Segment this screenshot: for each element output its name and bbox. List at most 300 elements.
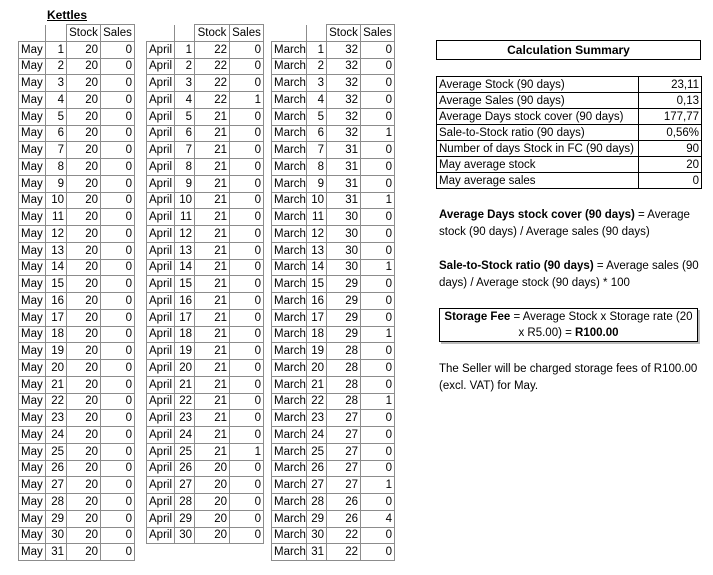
day-cell: 18 [46, 326, 67, 343]
sales-cell: 1 [361, 393, 395, 410]
table-row [19, 175, 135, 192]
stock-cell: 20 [67, 544, 101, 561]
month-cell: March [272, 259, 307, 276]
day-cell: 22 [175, 393, 195, 410]
table-row [272, 343, 395, 360]
sales-cell: 0 [101, 125, 135, 142]
month-cell: April [147, 192, 175, 209]
day-cell: 24 [307, 427, 327, 444]
day-cell: 1 [175, 41, 195, 58]
sales-header: Sales [101, 25, 135, 42]
sales-cell: 0 [101, 393, 135, 410]
day-cell: 6 [46, 125, 67, 142]
day-cell: 17 [307, 309, 327, 326]
stock-cell: 20 [67, 410, 101, 427]
month-cell: March [272, 159, 307, 176]
month-cell: May [19, 125, 46, 142]
table-row [272, 460, 395, 477]
month-cell: May [19, 326, 46, 343]
day-cell: 27 [307, 477, 327, 494]
month-cell: March [272, 309, 307, 326]
day-cell: 28 [175, 494, 195, 511]
table-row [272, 376, 395, 393]
sales-cell: 0 [361, 460, 395, 477]
summary-row [437, 141, 702, 157]
stock-cell: 31 [327, 159, 361, 176]
day-cell: 3 [307, 75, 327, 92]
summary-value: 0 [639, 173, 702, 189]
sales-cell: 0 [230, 393, 264, 410]
summary-label: Average Stock (90 days) [437, 77, 639, 93]
summary-value: 23,11 [639, 77, 702, 93]
stock-cell: 20 [67, 427, 101, 444]
stock-cell: 20 [195, 527, 230, 544]
table-row [19, 293, 135, 310]
stock-cell: 21 [195, 209, 230, 226]
month-cell: March [272, 427, 307, 444]
table-row [19, 242, 135, 259]
stock-cell: 20 [67, 343, 101, 360]
month-cell: March [272, 527, 307, 544]
day-cell: 19 [46, 343, 67, 360]
table-row [147, 427, 264, 444]
sales-cell: 0 [230, 293, 264, 310]
table-header-row [147, 25, 264, 42]
day-cell: 4 [46, 92, 67, 109]
month-cell: May [19, 75, 46, 92]
month-cell: March [272, 75, 307, 92]
table-row [147, 360, 264, 377]
day-cell: 3 [175, 75, 195, 92]
stock-cell: 21 [195, 142, 230, 159]
sale-to-stock-text: = Average sales (90 days) / Average stock (90 days) * 100 [439, 260, 699, 289]
month-cell: May [19, 360, 46, 377]
sales-cell: 0 [101, 159, 135, 176]
month-cell: April [147, 326, 175, 343]
sales-cell: 0 [101, 326, 135, 343]
day-cell: 9 [307, 175, 327, 192]
stock-cell: 27 [327, 410, 361, 427]
day-cell: 29 [307, 510, 327, 527]
storage-fee-value: R100.00 [575, 327, 619, 339]
summary-label: Sale-to-Stock ratio (90 days) [437, 125, 639, 141]
sales-cell: 0 [101, 527, 135, 544]
table-row [272, 159, 395, 176]
day-cell: 5 [46, 108, 67, 125]
table-row [272, 427, 395, 444]
table-row [147, 443, 264, 460]
month-cell: March [272, 376, 307, 393]
day-cell: 16 [307, 293, 327, 310]
sales-cell: 0 [101, 360, 135, 377]
month-cell: April [147, 75, 175, 92]
month-cell: May [19, 92, 46, 109]
sales-cell: 0 [361, 443, 395, 460]
table-row [19, 527, 135, 544]
month-cell: April [147, 293, 175, 310]
sales-cell: 0 [101, 226, 135, 243]
day-cell: 25 [175, 443, 195, 460]
storage-fee-text: = Average Stock x Storage rate (20 x R5.00) = [510, 311, 693, 339]
sales-cell: 0 [361, 410, 395, 427]
table-row [272, 527, 395, 544]
day-cell: 23 [307, 410, 327, 427]
day-cell: 28 [307, 494, 327, 511]
stock-cell: 20 [67, 159, 101, 176]
stock-cell: 21 [195, 309, 230, 326]
stock-cell: 20 [67, 242, 101, 259]
table-row [19, 159, 135, 176]
sales-cell: 0 [101, 242, 135, 259]
stock-cell: 27 [327, 427, 361, 444]
day-cell: 8 [175, 159, 195, 176]
sales-cell: 0 [361, 242, 395, 259]
sales-cell: 0 [230, 175, 264, 192]
stock-cell: 20 [67, 494, 101, 511]
month-cell: April [147, 142, 175, 159]
month-cell: May [19, 209, 46, 226]
stock-cell: 29 [327, 326, 361, 343]
sales-cell: 0 [361, 159, 395, 176]
stock-cell: 22 [195, 75, 230, 92]
table-row [272, 477, 395, 494]
sales-cell: 0 [361, 276, 395, 293]
sales-cell: 0 [361, 376, 395, 393]
stock-cell: 20 [67, 259, 101, 276]
table-row [272, 393, 395, 410]
table-row [147, 276, 264, 293]
month-cell: March [272, 410, 307, 427]
day-cell: 29 [175, 510, 195, 527]
table-row [272, 92, 395, 109]
month-cell: May [19, 477, 46, 494]
stock-cell: 31 [327, 175, 361, 192]
table-row [272, 293, 395, 310]
table-row [147, 125, 264, 142]
summary-row [437, 93, 702, 109]
sales-cell: 0 [101, 259, 135, 276]
stock-cell: 20 [67, 226, 101, 243]
summary-row [437, 109, 702, 125]
day-cell: 6 [175, 125, 195, 142]
day-cell: 27 [175, 477, 195, 494]
day-cell: 23 [46, 410, 67, 427]
summary-row [437, 157, 702, 173]
table-row [19, 108, 135, 125]
month-cell: March [272, 125, 307, 142]
stock-cell: 28 [327, 393, 361, 410]
table-row [147, 242, 264, 259]
stock-cell: 21 [195, 427, 230, 444]
calculation-summary-heading: Calculation Summary [436, 40, 701, 60]
table-row [19, 360, 135, 377]
table-row [19, 58, 135, 75]
day-cell: 21 [175, 376, 195, 393]
summary-value: 0,56% [639, 125, 702, 141]
stock-cell: 20 [67, 510, 101, 527]
table-row [272, 175, 395, 192]
month-cell: April [147, 309, 175, 326]
month-cell: March [272, 460, 307, 477]
summary-label: Average Days stock cover (90 days) [437, 109, 639, 125]
table-row [147, 58, 264, 75]
table-row [147, 460, 264, 477]
table-row [147, 494, 264, 511]
month-cell: April [147, 494, 175, 511]
header-blank-cell [19, 25, 46, 42]
stock-cell: 22 [327, 544, 361, 561]
stock-header: Stock [195, 25, 230, 42]
table-row [147, 343, 264, 360]
month-cell: April [147, 276, 175, 293]
stock-cell: 20 [67, 209, 101, 226]
table-row [147, 159, 264, 176]
sales-cell: 0 [230, 41, 264, 58]
table-row [147, 510, 264, 527]
sales-cell: 0 [361, 427, 395, 444]
day-cell: 11 [46, 209, 67, 226]
table-row [272, 108, 395, 125]
table-row [272, 276, 395, 293]
day-cell: 16 [46, 293, 67, 310]
sales-cell: 0 [230, 226, 264, 243]
month-cell: May [19, 410, 46, 427]
table-row [147, 142, 264, 159]
summary-label: May average stock [437, 157, 639, 173]
sales-cell: 0 [101, 142, 135, 159]
sales-cell: 0 [101, 175, 135, 192]
day-cell: 26 [175, 460, 195, 477]
header-blank-cell [307, 25, 327, 42]
day-cell: 19 [175, 343, 195, 360]
table-row [272, 510, 395, 527]
month-cell: April [147, 41, 175, 58]
storage-fee-box [439, 308, 698, 342]
month-cell: March [272, 175, 307, 192]
month-cell: April [147, 125, 175, 142]
sales-cell: 0 [361, 360, 395, 377]
sales-cell: 0 [230, 326, 264, 343]
stock-cell: 21 [195, 443, 230, 460]
month-cell: May [19, 108, 46, 125]
summary-value: 0,13 [639, 93, 702, 109]
sales-cell: 0 [101, 276, 135, 293]
table-row [147, 75, 264, 92]
stock-cell: 21 [195, 293, 230, 310]
day-cell: 2 [46, 58, 67, 75]
stock-cell: 21 [195, 410, 230, 427]
table-row [19, 510, 135, 527]
table-row [272, 544, 395, 561]
stock-cell: 20 [67, 376, 101, 393]
day-cell: 3 [46, 75, 67, 92]
table-row [19, 92, 135, 109]
table-row [19, 326, 135, 343]
sales-cell: 0 [230, 427, 264, 444]
stock-cell: 26 [327, 510, 361, 527]
month-cell: May [19, 510, 46, 527]
table-row [147, 192, 264, 209]
month-cell: May [19, 544, 46, 561]
stock-cell: 32 [327, 125, 361, 142]
table-header-row [272, 25, 395, 42]
month-cell: April [147, 242, 175, 259]
day-cell: 31 [46, 544, 67, 561]
header-blank-cell [175, 25, 195, 42]
sale-to-stock-formula [439, 258, 701, 292]
table-row [147, 309, 264, 326]
day-cell: 10 [175, 192, 195, 209]
month-cell: March [272, 226, 307, 243]
table-row [19, 477, 135, 494]
stock-cell: 20 [67, 527, 101, 544]
day-cell: 12 [307, 226, 327, 243]
table-row [147, 209, 264, 226]
day-cell: 21 [307, 376, 327, 393]
summary-value: 90 [639, 141, 702, 157]
stock-cell: 20 [67, 360, 101, 377]
sales-cell: 0 [101, 75, 135, 92]
stock-cell: 22 [195, 58, 230, 75]
table-row [19, 443, 135, 460]
month-cell: April [147, 460, 175, 477]
month-cell: April [147, 259, 175, 276]
day-cell: 7 [307, 142, 327, 159]
day-cell: 17 [46, 309, 67, 326]
stock-cell: 29 [327, 276, 361, 293]
table-row [19, 544, 135, 561]
month-cell: April [147, 477, 175, 494]
table-row [147, 259, 264, 276]
stock-cell: 32 [327, 75, 361, 92]
table-row [19, 125, 135, 142]
day-cell: 28 [46, 494, 67, 511]
sales-cell: 0 [101, 192, 135, 209]
header-blank-cell [46, 25, 67, 42]
month-cell: March [272, 108, 307, 125]
stock-cell: 20 [195, 510, 230, 527]
stock-cell: 30 [327, 242, 361, 259]
month-cell: May [19, 226, 46, 243]
day-cell: 14 [175, 259, 195, 276]
month-cell: May [19, 443, 46, 460]
day-cell: 9 [46, 175, 67, 192]
month-cell: April [147, 360, 175, 377]
month-cell: May [19, 293, 46, 310]
table-row [272, 326, 395, 343]
table-row [19, 343, 135, 360]
stock-cover-formula [439, 207, 701, 241]
sales-cell: 0 [101, 443, 135, 460]
month-cell: May [19, 58, 46, 75]
sales-cell: 0 [230, 192, 264, 209]
day-cell: 13 [46, 242, 67, 259]
sales-cell: 0 [101, 343, 135, 360]
table-row [147, 410, 264, 427]
stock-cover-label: Average Days stock cover (90 days) [439, 209, 635, 221]
stock-cell: 20 [67, 326, 101, 343]
table-row [272, 410, 395, 427]
table-row [147, 293, 264, 310]
month-cell: March [272, 58, 307, 75]
table-row [147, 326, 264, 343]
month-cell: March [272, 443, 307, 460]
stock-cell: 20 [195, 494, 230, 511]
table-row [19, 410, 135, 427]
day-cell: 7 [46, 142, 67, 159]
sales-cell: 0 [230, 510, 264, 527]
day-cell: 1 [307, 41, 327, 58]
month-cell: May [19, 242, 46, 259]
stock-cell: 20 [67, 477, 101, 494]
stock-cell: 21 [195, 125, 230, 142]
table-row [19, 309, 135, 326]
stock-cell: 21 [195, 376, 230, 393]
day-cell: 8 [307, 159, 327, 176]
day-cell: 30 [307, 527, 327, 544]
table-row [19, 427, 135, 444]
day-cell: 8 [46, 159, 67, 176]
stock-cell: 20 [67, 276, 101, 293]
month-cell: May [19, 192, 46, 209]
table-row [19, 226, 135, 243]
day-cell: 25 [46, 443, 67, 460]
month-cell: April [147, 443, 175, 460]
stock-cell: 21 [195, 226, 230, 243]
month-cell: May [19, 376, 46, 393]
month-cell: April [147, 376, 175, 393]
month-cell: March [272, 393, 307, 410]
stock-cell: 21 [195, 326, 230, 343]
month-cell: April [147, 410, 175, 427]
table-row [147, 376, 264, 393]
table-row [147, 41, 264, 58]
month-cell: May [19, 309, 46, 326]
stock-cell: 30 [327, 209, 361, 226]
stock-header: Stock [327, 25, 361, 42]
sales-cell: 1 [230, 92, 264, 109]
table-row [19, 209, 135, 226]
sales-cell: 0 [361, 108, 395, 125]
sales-cell: 0 [230, 142, 264, 159]
stock-cover-text: = Average stock (90 days) / Average sales (90 days) [439, 209, 690, 238]
day-cell: 20 [307, 360, 327, 377]
day-cell: 19 [307, 343, 327, 360]
table-row [147, 226, 264, 243]
month-cell: April [147, 427, 175, 444]
table-row [147, 175, 264, 192]
table-row [147, 92, 264, 109]
day-cell: 13 [175, 242, 195, 259]
day-cell: 18 [175, 326, 195, 343]
day-cell: 14 [307, 259, 327, 276]
sales-cell: 0 [101, 293, 135, 310]
month-cell: April [147, 226, 175, 243]
month-cell: March [272, 142, 307, 159]
day-cell: 26 [46, 460, 67, 477]
stock-cell: 20 [195, 477, 230, 494]
table-header-row [19, 25, 135, 42]
day-cell: 31 [307, 544, 327, 561]
day-cell: 23 [175, 410, 195, 427]
sales-cell: 0 [230, 477, 264, 494]
table-row [147, 108, 264, 125]
charge-statement: The Seller will be charged storage fees of R100.00 (excl. VAT) for May. [439, 363, 698, 392]
stock-cell: 21 [195, 360, 230, 377]
day-cell: 24 [46, 427, 67, 444]
sales-cell: 0 [230, 259, 264, 276]
table-row [272, 494, 395, 511]
